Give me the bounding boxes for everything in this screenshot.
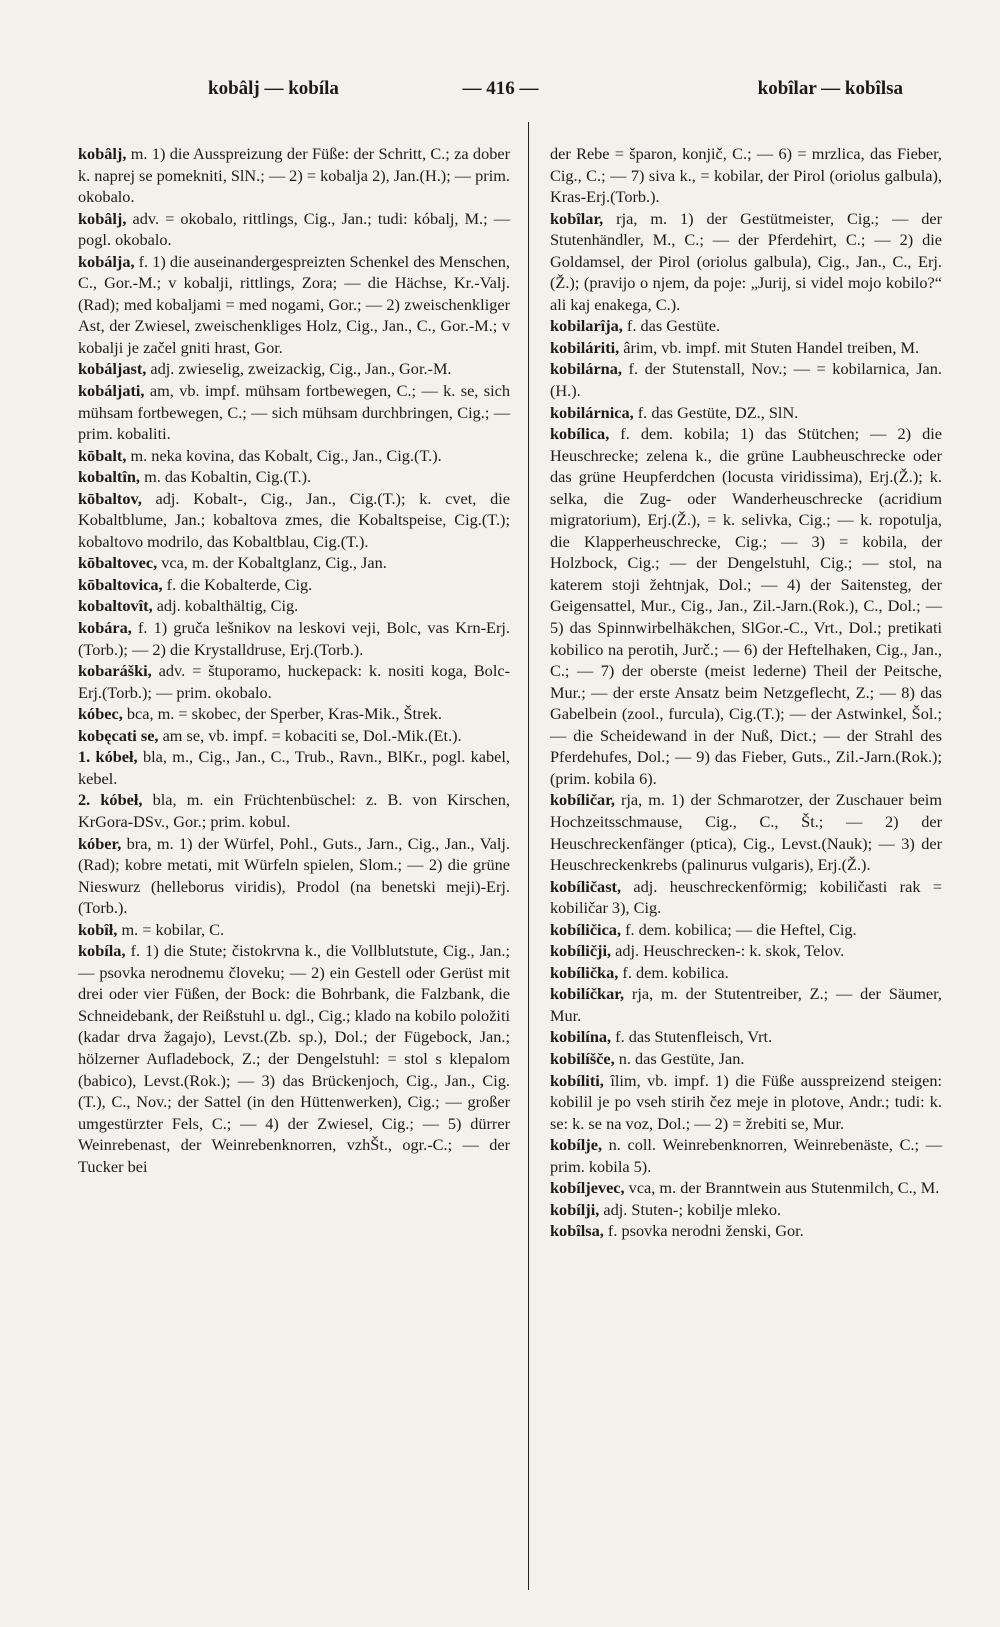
entry-headword: kobîł, xyxy=(78,919,118,939)
dictionary-entry xyxy=(78,358,510,380)
entry-definition: f. 1) die auseinandergespreizten Schenkel des Menschen, C., Gor.-M.; v kobalji, rittlings, Zora; — die Hächse, Kr.-Valj.(Rad); med kobaljami = med nogami, Gor.; — 2) zweischenkliger Ast, der Zwiesel, zweischenkliges Holz, Cig., Jan., C., Gor.-M.; v kobalji je začel gniti hrast, Gor. xyxy=(78,251,510,357)
entry-headword: kōbalt, xyxy=(78,445,127,465)
entry-definition: am se, vb. impf. = kobaciti se, Dol.-Mik.(Et.). xyxy=(158,725,462,745)
entry-definition: f. das Gestüte. xyxy=(622,316,721,336)
dictionary-entry xyxy=(78,380,510,445)
entry-headword: kobîlsa, xyxy=(550,1221,604,1241)
dictionary-entry xyxy=(78,251,510,359)
entry-definition: f. das Gestüte, DZ., SlN. xyxy=(633,402,799,422)
entry-headword: kobîlar, xyxy=(550,208,604,228)
entry-definition: n. das Gestüte, Jan. xyxy=(614,1048,745,1068)
dictionary-entry xyxy=(78,552,510,574)
entry-headword: kobaráški, xyxy=(78,661,152,681)
entry-headword: kobíliti, xyxy=(550,1070,604,1090)
entry-headword: kobęcati se, xyxy=(78,725,159,745)
entry-definition: rja, m. der Stutentreiber, Z.; — der Säumer, Mur. xyxy=(550,984,942,1025)
page-number: — 416 — xyxy=(462,78,539,99)
entry-definition: ârim, vb. impf. mit Stuten Handel treiben, M. xyxy=(619,337,920,357)
entry-headword: kobíličar, xyxy=(550,790,615,810)
entry-definition: adj. heuschreckenförmig; kobiličasti rak = kobiličar 3), Cig. xyxy=(550,876,942,918)
dictionary-entry xyxy=(78,143,510,208)
dictionary-entry xyxy=(550,1070,942,1135)
dictionary-entry xyxy=(78,445,510,467)
entry-headword: kobilíšče, xyxy=(550,1048,615,1068)
entry-definition: rja, m. 1) der Gestütmeister, Cig.; — der Stutenhändler, M., C.; — der Pferdehirt, C.; — 2) die Goldamsel, der Pirol (oriolus galbula), Cig., Jan., C., Erj.(Ž.); (pravijo o njem, da poje: „Jurij, si videl mojo kobilo?“ ali kaj enakega, C.). xyxy=(550,208,942,314)
entry-headword: kobiláriti, xyxy=(550,337,620,357)
dictionary-entry xyxy=(550,1177,942,1199)
entry-definition: der Rebe = šparon, konjič, C.; — 6) = mrzlica, das Fieber, Cig., C.; — 7) siva k., = kobilar, der Pirol (oriolus galbula), Kras-Erj.(Torb.). xyxy=(550,144,942,207)
page-header xyxy=(78,78,923,108)
dictionary-entry xyxy=(550,423,942,789)
dictionary-entry xyxy=(78,703,510,725)
dictionary-entry xyxy=(550,1048,942,1070)
entry-definition: f. dem. kobilica. xyxy=(618,962,729,982)
dictionary-entry xyxy=(550,962,942,984)
entry-headword: kobáljast, xyxy=(78,359,147,379)
entry-headword: 1. kóbeł, xyxy=(78,747,138,767)
entry-headword: kobilína, xyxy=(550,1027,612,1047)
dictionary-entry xyxy=(550,315,942,337)
entry-headword: kobilárnica, xyxy=(550,402,634,422)
entry-definition: vca, m. der Branntwein aus Stutenmilch, C., M. xyxy=(624,1178,940,1198)
entry-definition: vca, m. der Kobaltglanz, Cig., Jan. xyxy=(157,553,387,573)
entry-headword: kobilíčkar, xyxy=(550,984,625,1004)
entry-headword: kobílička, xyxy=(550,962,619,982)
entry-headword: kobára, xyxy=(78,618,132,638)
entry-definition: m. 1) die Ausspreizung der Füße: der Schritt, C.; za dober k. naprej se pomekniti, SlN.; — 2) = kobalja 2), Jan.(H.); — prim. okobalo. xyxy=(78,144,510,207)
dictionary-entry xyxy=(550,919,942,941)
dictionary-entry xyxy=(78,208,510,251)
dictionary-entry xyxy=(550,1134,942,1177)
entry-definition: f. psovka nerodni ženski, Gor. xyxy=(603,1221,804,1241)
entry-headword: 2. kóbeł, xyxy=(78,790,143,810)
entry-headword: kobíličica, xyxy=(550,919,622,939)
dictionary-entry xyxy=(78,725,510,747)
entry-definition: f. die Kobalterde, Cig. xyxy=(162,574,313,594)
entry-headword: kobíla, xyxy=(78,941,126,961)
entry-definition: m. das Kobaltin, Cig.(T.). xyxy=(140,467,312,487)
entry-definition: rja, m. 1) der Schmarotzer, der Zuschauer beim Hochzeitsschmause, Cig., C., Št.; — 2) der Heuschreckenfänger (ptica), Cig., Levst.(Nauk); — 3) der Heuschreckenkrebs (palinurus vulgaris), Erj.(Ž.). xyxy=(550,790,942,875)
header-right-guideword: kobîlar — kobîlsa xyxy=(757,78,903,99)
entry-definition: adj. zwieselig, zweizackig, Cig., Jan., Gor.-M. xyxy=(146,359,452,379)
dictionary-entry xyxy=(78,617,510,660)
entry-definition: bca, m. = skobec, der Sperber, Kras-Mik., Štrek. xyxy=(122,704,442,724)
dictionary-entry xyxy=(550,1026,942,1048)
dictionary-entry xyxy=(550,789,942,875)
dictionary-entry xyxy=(78,574,510,596)
entry-definition: bla, m. ein Früchtenbüschel: z. B. von Kirschen, KrGora-DSv., Gor.; prim. kobul. xyxy=(78,790,510,831)
entry-definition: f. 1) die Stute; čistokrvna k., die Vollblutstute, Cig., Jan.; — psovka nerodnemu človeku; — 2) ein Gestell oder Gerüst mit drei oder vier Füßen, der Bock: die Bohrbank, die Falzbank, die Schneidebank, der Reißstuhl u. dgl., Cig.; klado na kobilo položiti (kadar drva žagajo), Levst.(Zb. sp.), Dol.; der Fügebock, Jan.; hölzerner Aufladebock, Z.; der Dengelstuhl: = stol s klepalom (babico), Levst.(Rok.); — 3) das Brückenjoch, Cig., Jan., Cig.(T.), C., Nov.; der Sattel (in den Hüttenwerken), Cig.; — großer umgestürzter Fels, C.; — 4) der Zwiesel, Cig.; — 5) dürrer Weinrebenast, der Weinrebenknorren, vzhŠt., ogr.-C.; — der Tucker bei xyxy=(78,941,510,1176)
dictionary-entry xyxy=(78,660,510,703)
entry-headword: kōbaltov, xyxy=(78,488,142,508)
entry-definition: adj. Heuschrecken-: k. skok, Telov. xyxy=(611,941,845,961)
entry-headword: kobílje, xyxy=(550,1135,603,1155)
dictionary-entry xyxy=(78,595,510,617)
right-column xyxy=(550,143,942,1242)
dictionary-entry xyxy=(78,789,510,832)
entry-definition: f. dem. kobilica; — die Heftel, Cig. xyxy=(621,919,857,939)
entry-headword: kobâlj, xyxy=(78,144,127,163)
entry-headword: kobâlj, xyxy=(78,208,127,228)
entry-headword: kobílica, xyxy=(550,424,610,444)
entry-headword: kobáljati, xyxy=(78,381,145,401)
dictionary-entry xyxy=(550,983,942,1026)
entry-headword: kobílji, xyxy=(550,1199,600,1219)
dictionary-entry xyxy=(550,940,942,962)
entry-headword: kōbaltovec, xyxy=(78,553,158,573)
column-divider xyxy=(528,122,529,1590)
dictionary-entry xyxy=(550,1220,942,1242)
entry-headword: kobíličast, xyxy=(550,876,622,896)
entry-definition: f. dem. kobila; 1) das Stütchen; — 2) die Heuschrecke; zelena k., die grüne Laubheuschrecke oder das grüne Heupferdchen (locusta viridissima), Erj.(Ž.); k. selka, die Zug- oder Wanderheuschrecke (acridium migratorium), Erj.(Ž.), = k. selivka, Cig.; — k. ropotulja, die Klapperheuschrecke, Cig.; — 3) = kobila, der Holzbock, Cig.; — der Dengelstuhl, Cig.; — stol, na katerem stoji žehtnjak, Dol.; — 4) der Saitensteg, der Geigensattel, Mur., Cig., Jan., Zil.-Jarn.(Rok.), C., Dol.; — 5) das Spinnwirbelhäkchen, SlGor.-C., Vrt., Dol.; pretikati kobilico na perotih, Jurč.; — 6) der Heftelhaken, Cig., Jan., C.; — 7) der oberste (meist lederne) Theil der Peitsche, Mur.; — der erste Ansatz beim Netzgeflecht, Z.; — 8) das Gabelbein (zool., furcula), Cig.(T.); — der Astwinkel, Šol.; — die Scheidewand in der Nuß, Dict.; — der Strahl des Pferdehufes, Dol.; — 9) das Fieber, Guts., Zil.-Jarn.(Rok.); (prim. kobila 6). xyxy=(550,424,942,788)
entry-definition: îlim, vb. impf. 1) die Füße ausspreizend steigen: kobilil je po vseh stirih čez meje in plotove, Andr.; tudi: k. se: k. se na voz, Dol.; — 2) = žrebiti se, Mur. xyxy=(550,1070,942,1133)
entry-definition: m. neka kovina, das Kobalt, Cig., Jan., Cig.(T.). xyxy=(126,445,442,465)
header-left-guideword: kobâlj — kobíla xyxy=(208,78,339,99)
dictionary-entry xyxy=(550,1199,942,1221)
entry-definition: n. coll. Weinrebenknorren, Weinrebenäste, C.; — prim. kobila 5). xyxy=(550,1135,942,1176)
entry-definition: adj. Stuten-; kobilje mleko. xyxy=(599,1199,782,1219)
dictionary-entry xyxy=(78,919,510,941)
entry-headword: kōbaltovica, xyxy=(78,574,163,594)
entry-headword: kobilarîja, xyxy=(550,316,623,336)
entry-definition: f. 1) gruča lešnikov na leskovi veji, Bolc, vas Krn-Erj.(Torb.); — 2) die Krystalldruse, Erj.(Torb.). xyxy=(78,618,510,659)
dictionary-entry xyxy=(78,746,510,789)
entry-headword: kobaltovît, xyxy=(78,596,153,616)
entry-definition: adv. = okobalo, rittlings, Cig., Jan.; tudi: kóbalj, M.; — pogl. okobalo. xyxy=(78,208,510,250)
dictionary-entry xyxy=(78,940,510,1177)
entry-definition: f. der Stutenstall, Nov.; — = kobilarnica, Jan.(H.). xyxy=(550,359,942,401)
entry-definition: f. das Stutenfleisch, Vrt. xyxy=(611,1027,773,1047)
entry-definition: am, vb. impf. mühsam fortbewegen, C.; — k. se, sich mühsam fortbewegen, C.; — sich mühsam durchbringen, Cig.; — prim. kobaliti. xyxy=(78,381,510,444)
dictionary-entry xyxy=(78,466,510,488)
left-column xyxy=(78,143,510,1177)
entry-headword: kóbec, xyxy=(78,704,123,724)
entry-definition: adv. = štuporamo, huckepack: k. nositi koga, Bolc-Erj.(Torb.); — prim. okobalo. xyxy=(78,661,510,702)
dictionary-entry xyxy=(78,488,510,553)
entry-headword: kóber, xyxy=(78,833,122,853)
entry-headword: kobíličji, xyxy=(550,941,612,961)
dictionary-entry xyxy=(550,402,942,424)
dictionary-entry xyxy=(550,337,942,359)
entry-definition: m. = kobilar, C. xyxy=(117,919,225,939)
dictionary-entry xyxy=(550,358,942,401)
entry-definition: bla, m., Cig., Jan., C., Trub., Ravn., BlKr., pogl. kabel, kebel. xyxy=(78,747,510,788)
dictionary-entry xyxy=(550,143,942,208)
entry-definition: bra, m. 1) der Würfel, Pohl., Guts., Jarn., Cig., Jan., Valj.(Rad); kobre metati, mit Würfeln spielen, Slom.; — 2) die grüne Nieswurz (helleborus viridis), Prodol (na benetski meji)-Erj.(Torb.). xyxy=(78,833,510,918)
entry-headword: kobálja, xyxy=(78,251,135,271)
entry-definition: adj. Kobalt-, Cig., Jan., Cig.(T.); k. cvet, die Kobaltblume, Jan.; kobaltova zmes, die Kobaltspeise, Cig.(T.); kobaltovo modrilo, das Kobaltblau, Cig.(T.). xyxy=(78,488,510,551)
dictionary-entry xyxy=(78,833,510,919)
entry-definition: adj. kobalthältig, Cig. xyxy=(152,596,299,616)
entry-headword: kobaltîn, xyxy=(78,467,140,487)
dictionary-entry xyxy=(550,876,942,919)
entry-headword: kobíljevec, xyxy=(550,1178,625,1198)
dictionary-entry xyxy=(550,208,942,316)
entry-headword: kobilárna, xyxy=(550,359,622,379)
